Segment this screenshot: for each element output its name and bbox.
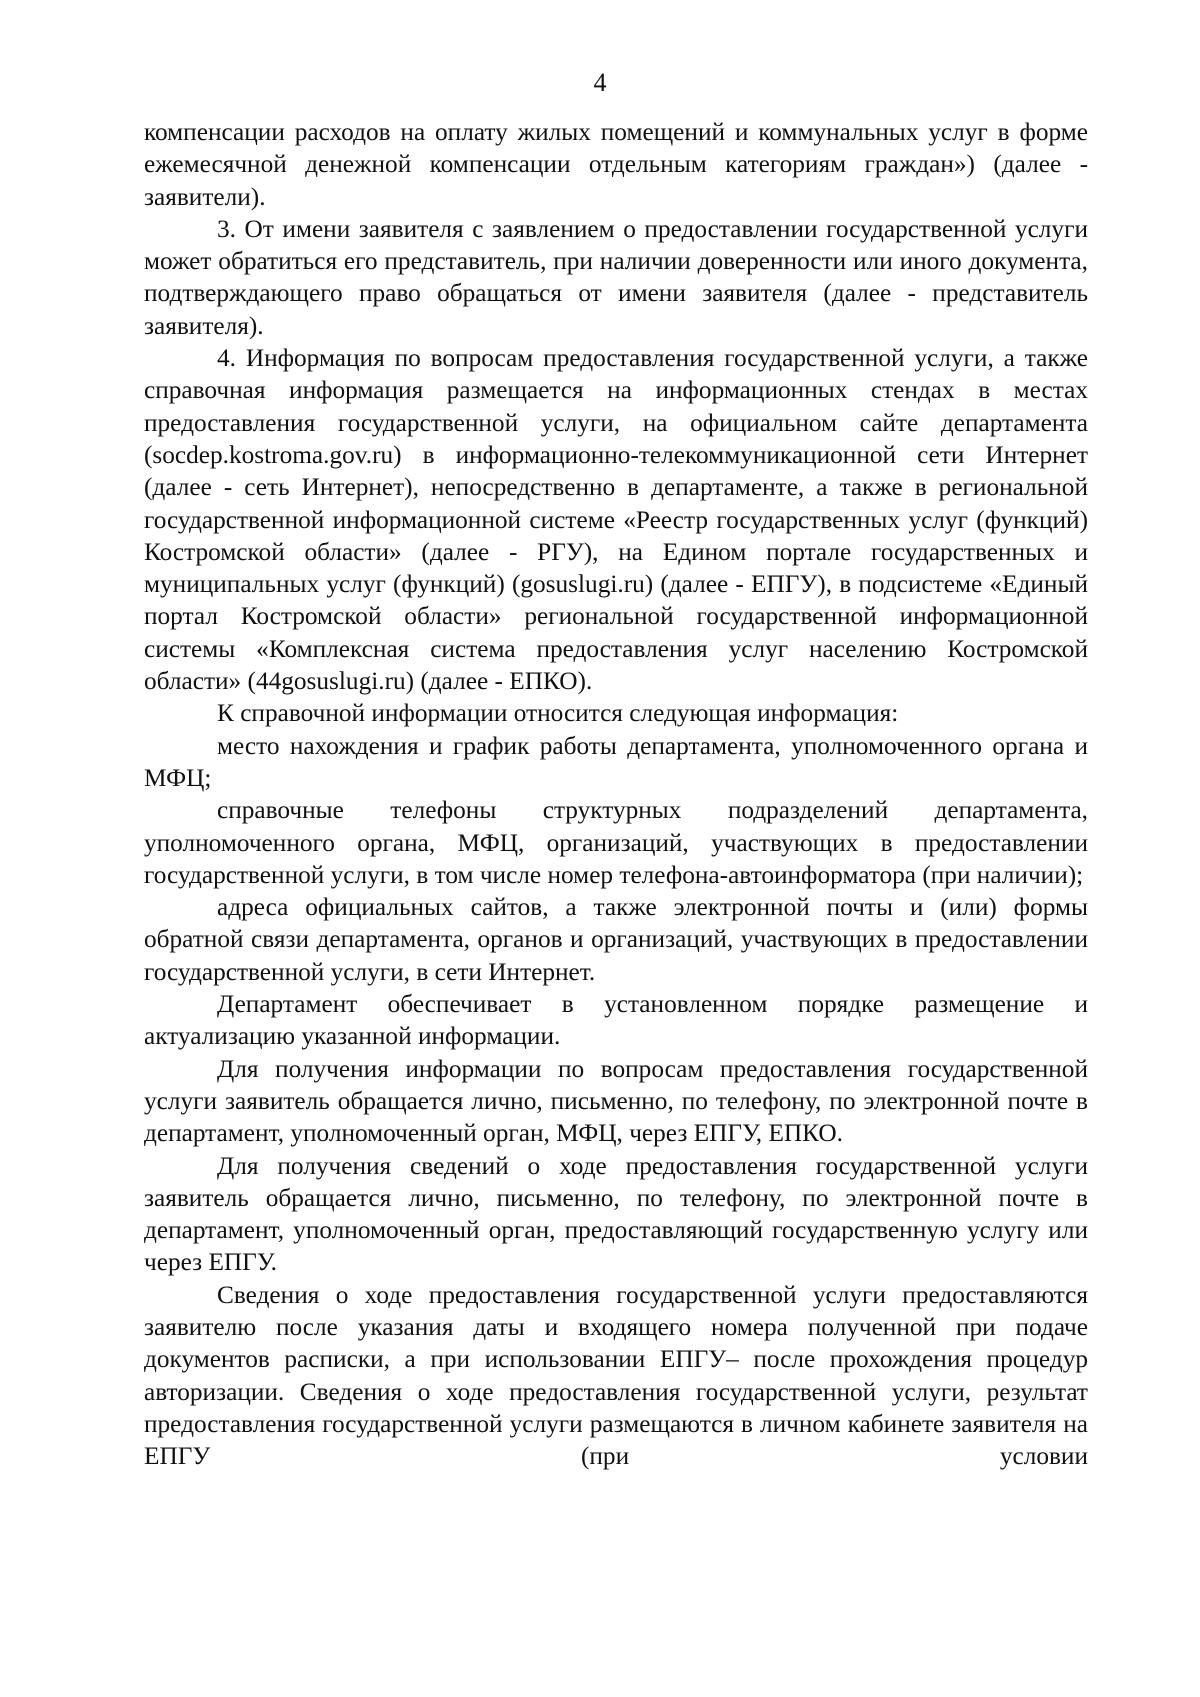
paragraph-item-3: 3. От имени заявителя с заявлением о предоставлении государственной услуги может обратиться его представитель, при наличии доверенности или иного документа, подтверждающего право обращаться от имени заявителя (далее - представитель заявителя). bbox=[144, 214, 1088, 340]
paragraph-status-provided: Сведения о ходе предоставления государственной услуги предоставляются заявителю после указания даты и входящего номера полученной при подаче документов расписки, а при использовании ЕПГУ– после прохождения процедур авторизации. Сведения о ходе предоставления государственной услуги, результат предоставления государственной услуги размещаются в личном кабинете заявителя на ЕПГУ (при условии bbox=[144, 1280, 1088, 1471]
paragraph-continuation: компенсации расходов на оплату жилых помещений и коммунальных услуг в форме ежемесячной денежной компенсации отдельным категориям граждан») (далее - заявители). bbox=[144, 118, 1088, 211]
paragraph-department-ensures: Департамент обеспечивает в установленном порядке размещение и актуализацию указанной информации. bbox=[144, 990, 1088, 1051]
paragraph-websites: адреса официальных сайтов, а также электронной почты и (или) формы обратной связи департамента, органов и организаций, участвующих в предоставлении государственной услуги, в сети Интернет. bbox=[144, 893, 1088, 986]
paragraph-reference-info-intro: К справочной информации относится следующая информация: bbox=[217, 699, 899, 728]
document-body bbox=[144, 116, 1088, 1472]
paragraph-obtaining-info: Для получения информации по вопросам предоставления государственной услуги заявитель обращается лично, письменно, по телефону, по электронной почте в департамент, уполномоченный орган, МФЦ, через ЕПГУ, ЕПКО. bbox=[144, 1054, 1088, 1148]
paragraph-status-info: Для получения сведений о ходе предоставления государственной услуги заявитель обращается лично, письменно, по телефону, по электронной почте в департамент, уполномоченный орган, предоставляющий государственную услугу или через ЕПГУ. bbox=[144, 1151, 1088, 1277]
paragraph-phones: справочные телефоны структурных подразделений департамента, уполномоченного органа, МФЦ, организаций, участвующих в предоставлении государственной услуги, в том числе номер телефона-автоинформатора (при наличии); bbox=[144, 796, 1088, 889]
paragraph-item-4: 4. Информация по вопросам предоставления государственной услуги, а также справочная информация размещается на информационных стендах в местах предоставления государственной услуги, на официальном сайте департамента (socdep.kostroma.gov.ru) в информационно-телекоммуникационной сети Интернет (далее - сеть Интернет), непосредственно в департаменте, а также в региональной государственной информационной системе «Реестр государственных услуг (функций) Костромской области» (далее - РГУ), на Едином портале государственных и муниципальных услуг (функций) (gosuslugi.ru) (далее - ЕПГУ), в подсистеме «Единый портал Костромской области» региональной государственной информационной системы «Комплексная система предоставления услуг населению Костромской области» (44gosuslugi.ru) (далее - ЕПКО). bbox=[144, 344, 1088, 696]
paragraph-location-schedule: место нахождения и график работы департамента, уполномоченного органа и МФЦ; bbox=[144, 731, 1088, 792]
page-number: 4 bbox=[593, 68, 607, 97]
